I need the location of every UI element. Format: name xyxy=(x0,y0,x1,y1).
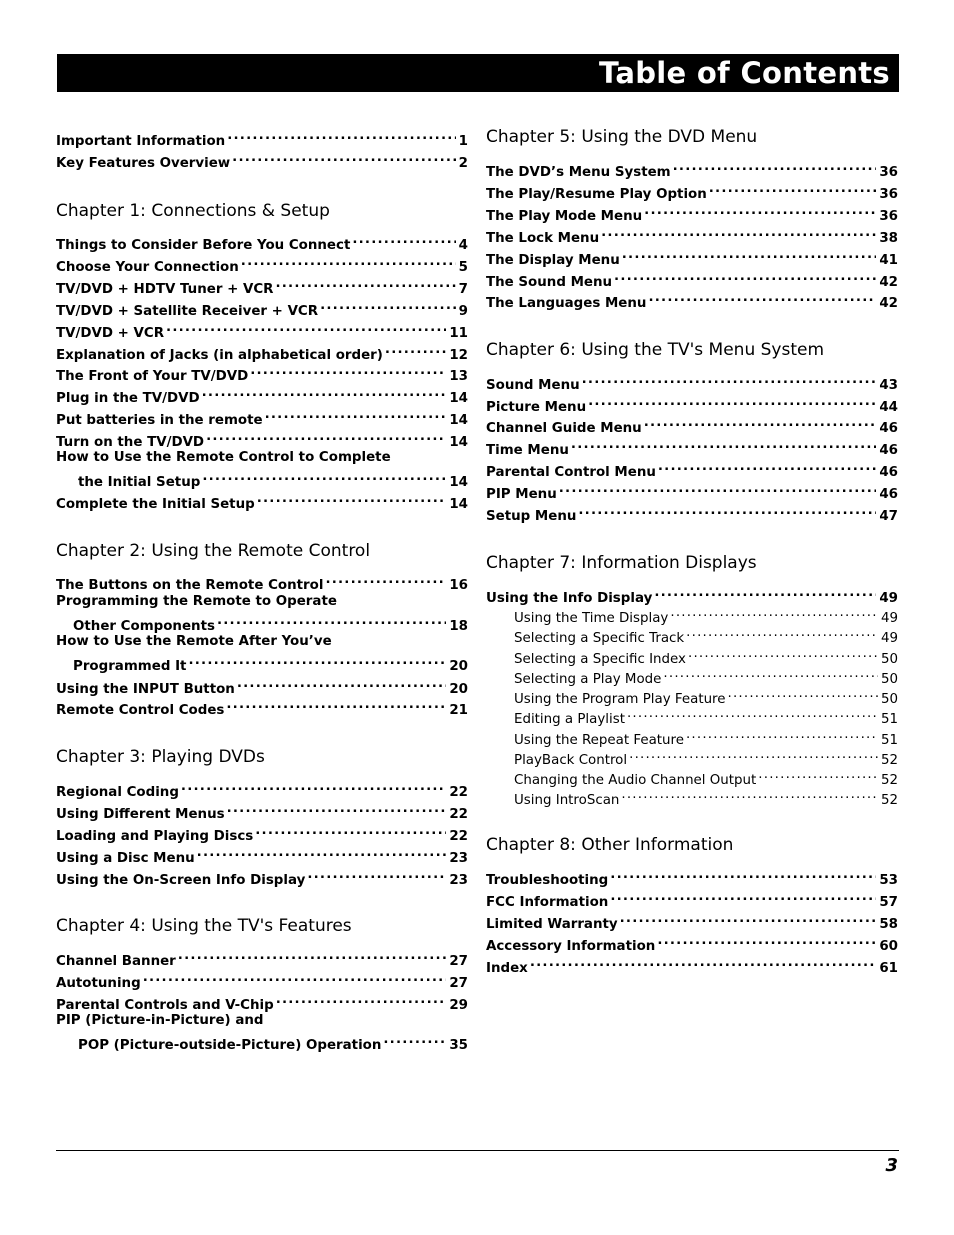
toc-entry-label: Other Components xyxy=(73,619,215,634)
dot-leader xyxy=(654,584,876,602)
toc-entry[interactable] xyxy=(56,991,468,1013)
toc-entry[interactable] xyxy=(486,910,898,932)
toc-entry[interactable] xyxy=(56,675,468,697)
toc-entry[interactable] xyxy=(514,624,898,646)
toc-entry-label: Selecting a Play Mode xyxy=(514,672,662,687)
dot-leader xyxy=(588,393,876,411)
toc-entry-page: 50 xyxy=(880,652,898,667)
toc-entry-page: 42 xyxy=(879,275,898,290)
dot-leader xyxy=(614,268,876,286)
toc-entry-label: TV/DVD + Satellite Receiver + VCR xyxy=(56,304,319,319)
toc-entry[interactable] xyxy=(56,297,468,319)
toc-entry[interactable] xyxy=(56,947,468,969)
dot-leader xyxy=(202,468,446,486)
dot-leader xyxy=(673,158,877,176)
toc-entry-label: The Front of Your TV/DVD xyxy=(56,369,249,384)
footer-rule xyxy=(56,1150,899,1151)
toc-entry[interactable] xyxy=(73,652,468,674)
dot-leader xyxy=(644,414,877,432)
toc-entry-label: Channel Banner xyxy=(56,954,176,969)
toc-entry-label: Remote Control Codes xyxy=(56,703,225,718)
toc-entry[interactable] xyxy=(486,866,898,888)
toc-entry-label: Turn on the TV/DVD xyxy=(56,435,205,450)
dot-leader xyxy=(663,665,878,683)
dot-leader xyxy=(610,866,876,884)
toc-entry[interactable] xyxy=(56,778,468,800)
toc-entry-label: Index xyxy=(486,961,528,976)
toc-entry[interactable] xyxy=(56,231,468,253)
toc-entry[interactable] xyxy=(514,705,898,727)
dot-leader xyxy=(728,685,878,703)
toc-entry-label: Loading and Playing Discs xyxy=(56,829,254,844)
toc-entry-page: 43 xyxy=(879,378,898,393)
toc-entry[interactable] xyxy=(56,149,468,171)
toc-entry-line[interactable] xyxy=(56,593,468,611)
toc-entry-page: 46 xyxy=(879,421,898,436)
toc-entry-label: Complete the Initial Setup xyxy=(56,497,255,512)
toc-entry-label: Regional Coding xyxy=(56,785,179,800)
toc-entry-label: Channel Guide Menu xyxy=(486,421,642,436)
toc-entry[interactable] xyxy=(56,844,468,866)
toc-entry[interactable] xyxy=(486,584,898,606)
dot-leader xyxy=(181,778,446,796)
dot-leader xyxy=(622,246,877,264)
toc-entry-label: Choose Your Connection xyxy=(56,260,239,275)
toc-entry[interactable] xyxy=(514,665,898,687)
toc-entry[interactable] xyxy=(78,468,468,490)
toc-entry-page: 4 xyxy=(458,238,468,253)
toc-entry-label: Important Information xyxy=(56,134,226,149)
dot-leader xyxy=(188,652,446,670)
toc-entry[interactable] xyxy=(486,246,898,268)
dot-leader xyxy=(307,866,446,884)
toc-entry[interactable] xyxy=(486,932,898,954)
toc-entry-label: The DVD’s Menu System xyxy=(486,165,671,180)
toc-entry-label: Selecting a Specific Track xyxy=(514,631,685,646)
toc-entry-label: Accessory Information xyxy=(486,939,656,954)
dot-leader xyxy=(385,341,446,359)
toc-entry-page: 49 xyxy=(880,611,898,626)
toc-entry[interactable] xyxy=(486,954,898,976)
toc-entry-page: 14 xyxy=(449,497,468,512)
toc-entry[interactable] xyxy=(56,428,468,450)
toc-entry[interactable] xyxy=(514,685,898,707)
toc-entry[interactable] xyxy=(56,571,468,593)
toc-entry-page: 41 xyxy=(879,253,898,268)
toc-entry[interactable] xyxy=(514,645,898,667)
toc-entry[interactable] xyxy=(56,969,468,991)
dot-leader xyxy=(758,766,878,784)
toc-entry-label: TV/DVD + VCR xyxy=(56,326,165,341)
toc-entry[interactable] xyxy=(56,362,468,384)
toc-entry-page: 1 xyxy=(458,134,468,149)
toc-entry-label: Using IntroScan xyxy=(514,793,620,808)
toc-entry-label: The Play/Resume Play Option xyxy=(486,187,707,202)
toc-entry-label: Parental Control Menu xyxy=(486,465,656,480)
toc-entry-label: Picture Menu xyxy=(486,400,587,415)
toc-entry-page: 13 xyxy=(449,369,468,384)
toc-entry-page: 9 xyxy=(458,304,468,319)
toc-entry-page: 36 xyxy=(879,165,898,180)
toc-entry[interactable] xyxy=(486,268,898,290)
toc-entry[interactable] xyxy=(56,406,468,428)
toc-entry[interactable] xyxy=(486,888,898,910)
toc-entry-label: The Sound Menu xyxy=(486,275,613,290)
dot-leader xyxy=(275,275,455,293)
toc-entry-label: Key Features Overview xyxy=(56,156,231,171)
toc-entry-label: Time Menu xyxy=(486,443,569,458)
toc-entry-page: 14 xyxy=(449,475,468,490)
toc-entry[interactable] xyxy=(56,696,468,718)
toc-entry[interactable] xyxy=(56,866,468,888)
dot-leader xyxy=(709,180,877,198)
toc-entry-label: PIP (Picture-in-Picture) and xyxy=(56,1013,264,1028)
dot-leader xyxy=(265,406,447,424)
toc-entry-page: 7 xyxy=(458,282,468,297)
toc-entry[interactable] xyxy=(56,341,468,363)
toc-entry-page: 21 xyxy=(449,703,468,718)
dot-leader xyxy=(620,910,877,928)
toc-entry-label: Programmed It xyxy=(73,659,187,674)
toc-entry-label: Programming the Remote to Operate xyxy=(56,594,337,609)
chapter-heading: Chapter 8: Other Information xyxy=(486,835,734,855)
toc-entry-page: 57 xyxy=(879,895,898,910)
dot-leader xyxy=(227,800,447,818)
dot-leader xyxy=(232,149,456,167)
toc-entry-label: Setup Menu xyxy=(486,509,577,524)
chapter-heading: Chapter 1: Connections & Setup xyxy=(56,201,330,221)
toc-entry[interactable] xyxy=(486,458,898,480)
toc-entry-label: The Play Mode Menu xyxy=(486,209,643,224)
toc-entry[interactable] xyxy=(56,384,468,406)
dot-leader xyxy=(206,428,446,446)
toc-entry-line[interactable] xyxy=(56,633,468,651)
toc-entry[interactable] xyxy=(514,726,898,748)
toc-entry-page: 27 xyxy=(449,976,468,991)
toc-entry-page: 42 xyxy=(879,296,898,311)
toc-entry-page: 52 xyxy=(880,753,898,768)
toc-entry-label: The Lock Menu xyxy=(486,231,600,246)
toc-entry-label: PlayBack Control xyxy=(514,753,628,768)
dot-leader xyxy=(686,726,878,744)
dot-leader xyxy=(143,969,447,987)
toc-entry-label: Editing a Playlist xyxy=(514,712,625,727)
dot-leader xyxy=(686,624,878,642)
toc-entry[interactable] xyxy=(486,393,898,415)
toc-entry-page: 22 xyxy=(449,829,468,844)
toc-entry[interactable] xyxy=(78,1031,468,1053)
toc-entry[interactable] xyxy=(56,275,468,297)
dot-leader xyxy=(530,954,877,972)
toc-entry[interactable] xyxy=(73,612,468,634)
dot-leader xyxy=(627,705,878,723)
toc-entry-label: How to Use the Remote After You’ve xyxy=(56,634,332,649)
dot-leader xyxy=(255,822,446,840)
toc-entry-line[interactable] xyxy=(56,449,468,467)
dot-leader xyxy=(250,362,446,380)
dot-leader xyxy=(670,604,878,622)
dot-leader xyxy=(658,458,876,476)
toc-entry-page: 20 xyxy=(449,659,468,674)
toc-entry[interactable] xyxy=(486,180,898,202)
dot-leader xyxy=(610,888,876,906)
toc-entry-label: Explanation of Jacks (in alphabetical order) xyxy=(56,348,383,363)
toc-entry-page: 27 xyxy=(449,954,468,969)
dot-leader xyxy=(325,571,446,589)
toc-entry-page: 46 xyxy=(879,465,898,480)
dot-leader xyxy=(648,289,876,307)
toc-entry-label: Using the Info Display xyxy=(486,591,653,606)
toc-entry-label: Using the Repeat Feature xyxy=(514,733,684,748)
chapter-heading: Chapter 4: Using the TV's Features xyxy=(56,916,352,936)
dot-leader xyxy=(320,297,456,315)
dot-leader xyxy=(383,1031,446,1049)
dot-leader xyxy=(657,932,876,950)
page-title: Table of Contents xyxy=(599,56,890,90)
dot-leader xyxy=(241,253,456,271)
toc-entry-page: 35 xyxy=(449,1038,468,1053)
toc-entry-page: 38 xyxy=(879,231,898,246)
toc-entry-label: FCC Information xyxy=(486,895,609,910)
toc-entry-label: Put batteries in the remote xyxy=(56,413,263,428)
dot-leader xyxy=(166,319,446,337)
toc-entry-label: Using the Time Display xyxy=(514,611,669,626)
toc-entry[interactable] xyxy=(486,158,898,180)
toc-entry-page: 60 xyxy=(879,939,898,954)
toc-entry-label: Autotuning xyxy=(56,976,141,991)
page-number: 3 xyxy=(885,1155,898,1176)
toc-entry[interactable] xyxy=(56,490,468,512)
toc-entry-page: 36 xyxy=(879,209,898,224)
toc-entry-page: 14 xyxy=(449,413,468,428)
toc-entry-page: 22 xyxy=(449,785,468,800)
toc-entry-label: Things to Consider Before You Connect xyxy=(56,238,351,253)
toc-entry-page: 52 xyxy=(880,773,898,788)
toc-entry-label: Using Different Menus xyxy=(56,807,225,822)
toc-entry-page: 14 xyxy=(449,435,468,450)
dot-leader xyxy=(197,844,447,862)
dot-leader xyxy=(276,991,447,1009)
toc-entry[interactable] xyxy=(56,822,468,844)
dot-leader xyxy=(629,746,878,764)
toc-entry-label: TV/DVD + HDTV Tuner + VCR xyxy=(56,282,274,297)
toc-entry-label: Troubleshooting xyxy=(486,873,609,888)
toc-entry-page: 44 xyxy=(879,400,898,415)
toc-entry[interactable] xyxy=(514,746,898,768)
toc-entry[interactable] xyxy=(514,766,898,788)
toc-entry-label: Using the On-Screen Info Display xyxy=(56,873,306,888)
toc-entry-page: 16 xyxy=(449,578,468,593)
toc-entry-page: 5 xyxy=(458,260,468,275)
dot-leader xyxy=(226,696,446,714)
toc-entry-label: How to Use the Remote Control to Complete xyxy=(56,450,391,465)
toc-entry-page: 58 xyxy=(879,917,898,932)
dot-leader xyxy=(578,502,876,520)
toc-entry-page: 29 xyxy=(449,998,468,1013)
dot-leader xyxy=(688,645,878,663)
toc-entry-label: The Buttons on the Remote Control xyxy=(56,578,324,593)
toc-entry-page: 36 xyxy=(879,187,898,202)
toc-entry-label: Limited Warranty xyxy=(486,917,618,932)
toc-entry-page: 49 xyxy=(879,591,898,606)
dot-leader xyxy=(621,786,878,804)
title-bar xyxy=(57,54,899,92)
toc-entry-label: Selecting a Specific Index xyxy=(514,652,686,667)
dot-leader xyxy=(352,231,455,249)
toc-entry[interactable] xyxy=(514,604,898,626)
toc-entry-page: 47 xyxy=(879,509,898,524)
toc-entry-label: PIP Menu xyxy=(486,487,557,502)
toc-entry-page: 18 xyxy=(449,619,468,634)
toc-entry-label: POP (Picture-outside-Picture) Operation xyxy=(78,1038,382,1053)
toc-entry[interactable] xyxy=(486,224,898,246)
toc-entry-page: 2 xyxy=(458,156,468,171)
toc-entry-label: Sound Menu xyxy=(486,378,580,393)
dot-leader xyxy=(217,612,446,630)
toc-entry[interactable] xyxy=(56,127,468,149)
toc-entry[interactable] xyxy=(486,414,898,436)
dot-leader xyxy=(644,202,876,220)
toc-entry-page: 23 xyxy=(449,851,468,866)
dot-leader xyxy=(202,384,447,402)
toc-entry-page: 46 xyxy=(879,487,898,502)
dot-leader xyxy=(559,480,877,498)
chapter-heading: Chapter 6: Using the TV's Menu System xyxy=(486,340,825,360)
chapter-heading: Chapter 2: Using the Remote Control xyxy=(56,541,371,561)
toc-entry-label: the Initial Setup xyxy=(78,475,201,490)
toc-entry[interactable] xyxy=(486,371,898,393)
toc-entry-page: 14 xyxy=(449,391,468,406)
dot-leader xyxy=(237,675,447,693)
toc-entry-label: The Languages Menu xyxy=(486,296,647,311)
toc-entry-page: 49 xyxy=(880,631,898,646)
toc-entry-label: Parental Controls and V-Chip xyxy=(56,998,274,1013)
toc-entry-line[interactable] xyxy=(56,1012,468,1030)
toc-entry-label: Using the Program Play Feature xyxy=(514,692,726,707)
toc-entry-page: 22 xyxy=(449,807,468,822)
toc-entry-page: 46 xyxy=(879,443,898,458)
toc-entry[interactable] xyxy=(514,786,898,808)
toc-entry-label: Using the INPUT Button xyxy=(56,682,235,697)
toc-entry-page: 23 xyxy=(449,873,468,888)
dot-leader xyxy=(601,224,876,242)
dot-leader xyxy=(178,947,447,965)
toc-entry[interactable] xyxy=(486,480,898,502)
dot-leader xyxy=(571,436,876,454)
toc-entry[interactable] xyxy=(486,502,898,524)
toc-entry-label: Changing the Audio Channel Output xyxy=(514,773,757,788)
toc-entry[interactable] xyxy=(486,436,898,458)
toc-entry-page: 20 xyxy=(449,682,468,697)
toc-entry-label: Using a Disc Menu xyxy=(56,851,195,866)
toc-entry-label: Plug in the TV/DVD xyxy=(56,391,200,406)
toc-entry-label: The Display Menu xyxy=(486,253,620,268)
chapter-heading: Chapter 7: Information Displays xyxy=(486,553,757,573)
toc-entry[interactable] xyxy=(486,289,898,311)
toc-entry-page: 50 xyxy=(880,672,898,687)
chapter-heading: Chapter 3: Playing DVDs xyxy=(56,747,265,767)
dot-leader xyxy=(257,490,447,508)
chapter-heading: Chapter 5: Using the DVD Menu xyxy=(486,127,758,147)
toc-entry[interactable] xyxy=(56,800,468,822)
toc-entry-page: 51 xyxy=(880,733,898,748)
toc-entry-page: 12 xyxy=(449,348,468,363)
toc-entry[interactable] xyxy=(56,319,468,341)
toc-entry-page: 50 xyxy=(880,692,898,707)
toc-entry-page: 51 xyxy=(880,712,898,727)
toc-entry-page: 53 xyxy=(879,873,898,888)
dot-leader xyxy=(582,371,877,389)
toc-entry-page: 11 xyxy=(449,326,468,341)
toc-entry-page: 61 xyxy=(879,961,898,976)
toc-entry[interactable] xyxy=(486,202,898,224)
dot-leader xyxy=(227,127,455,145)
toc-entry-page: 52 xyxy=(880,793,898,808)
toc-entry[interactable] xyxy=(56,253,468,275)
